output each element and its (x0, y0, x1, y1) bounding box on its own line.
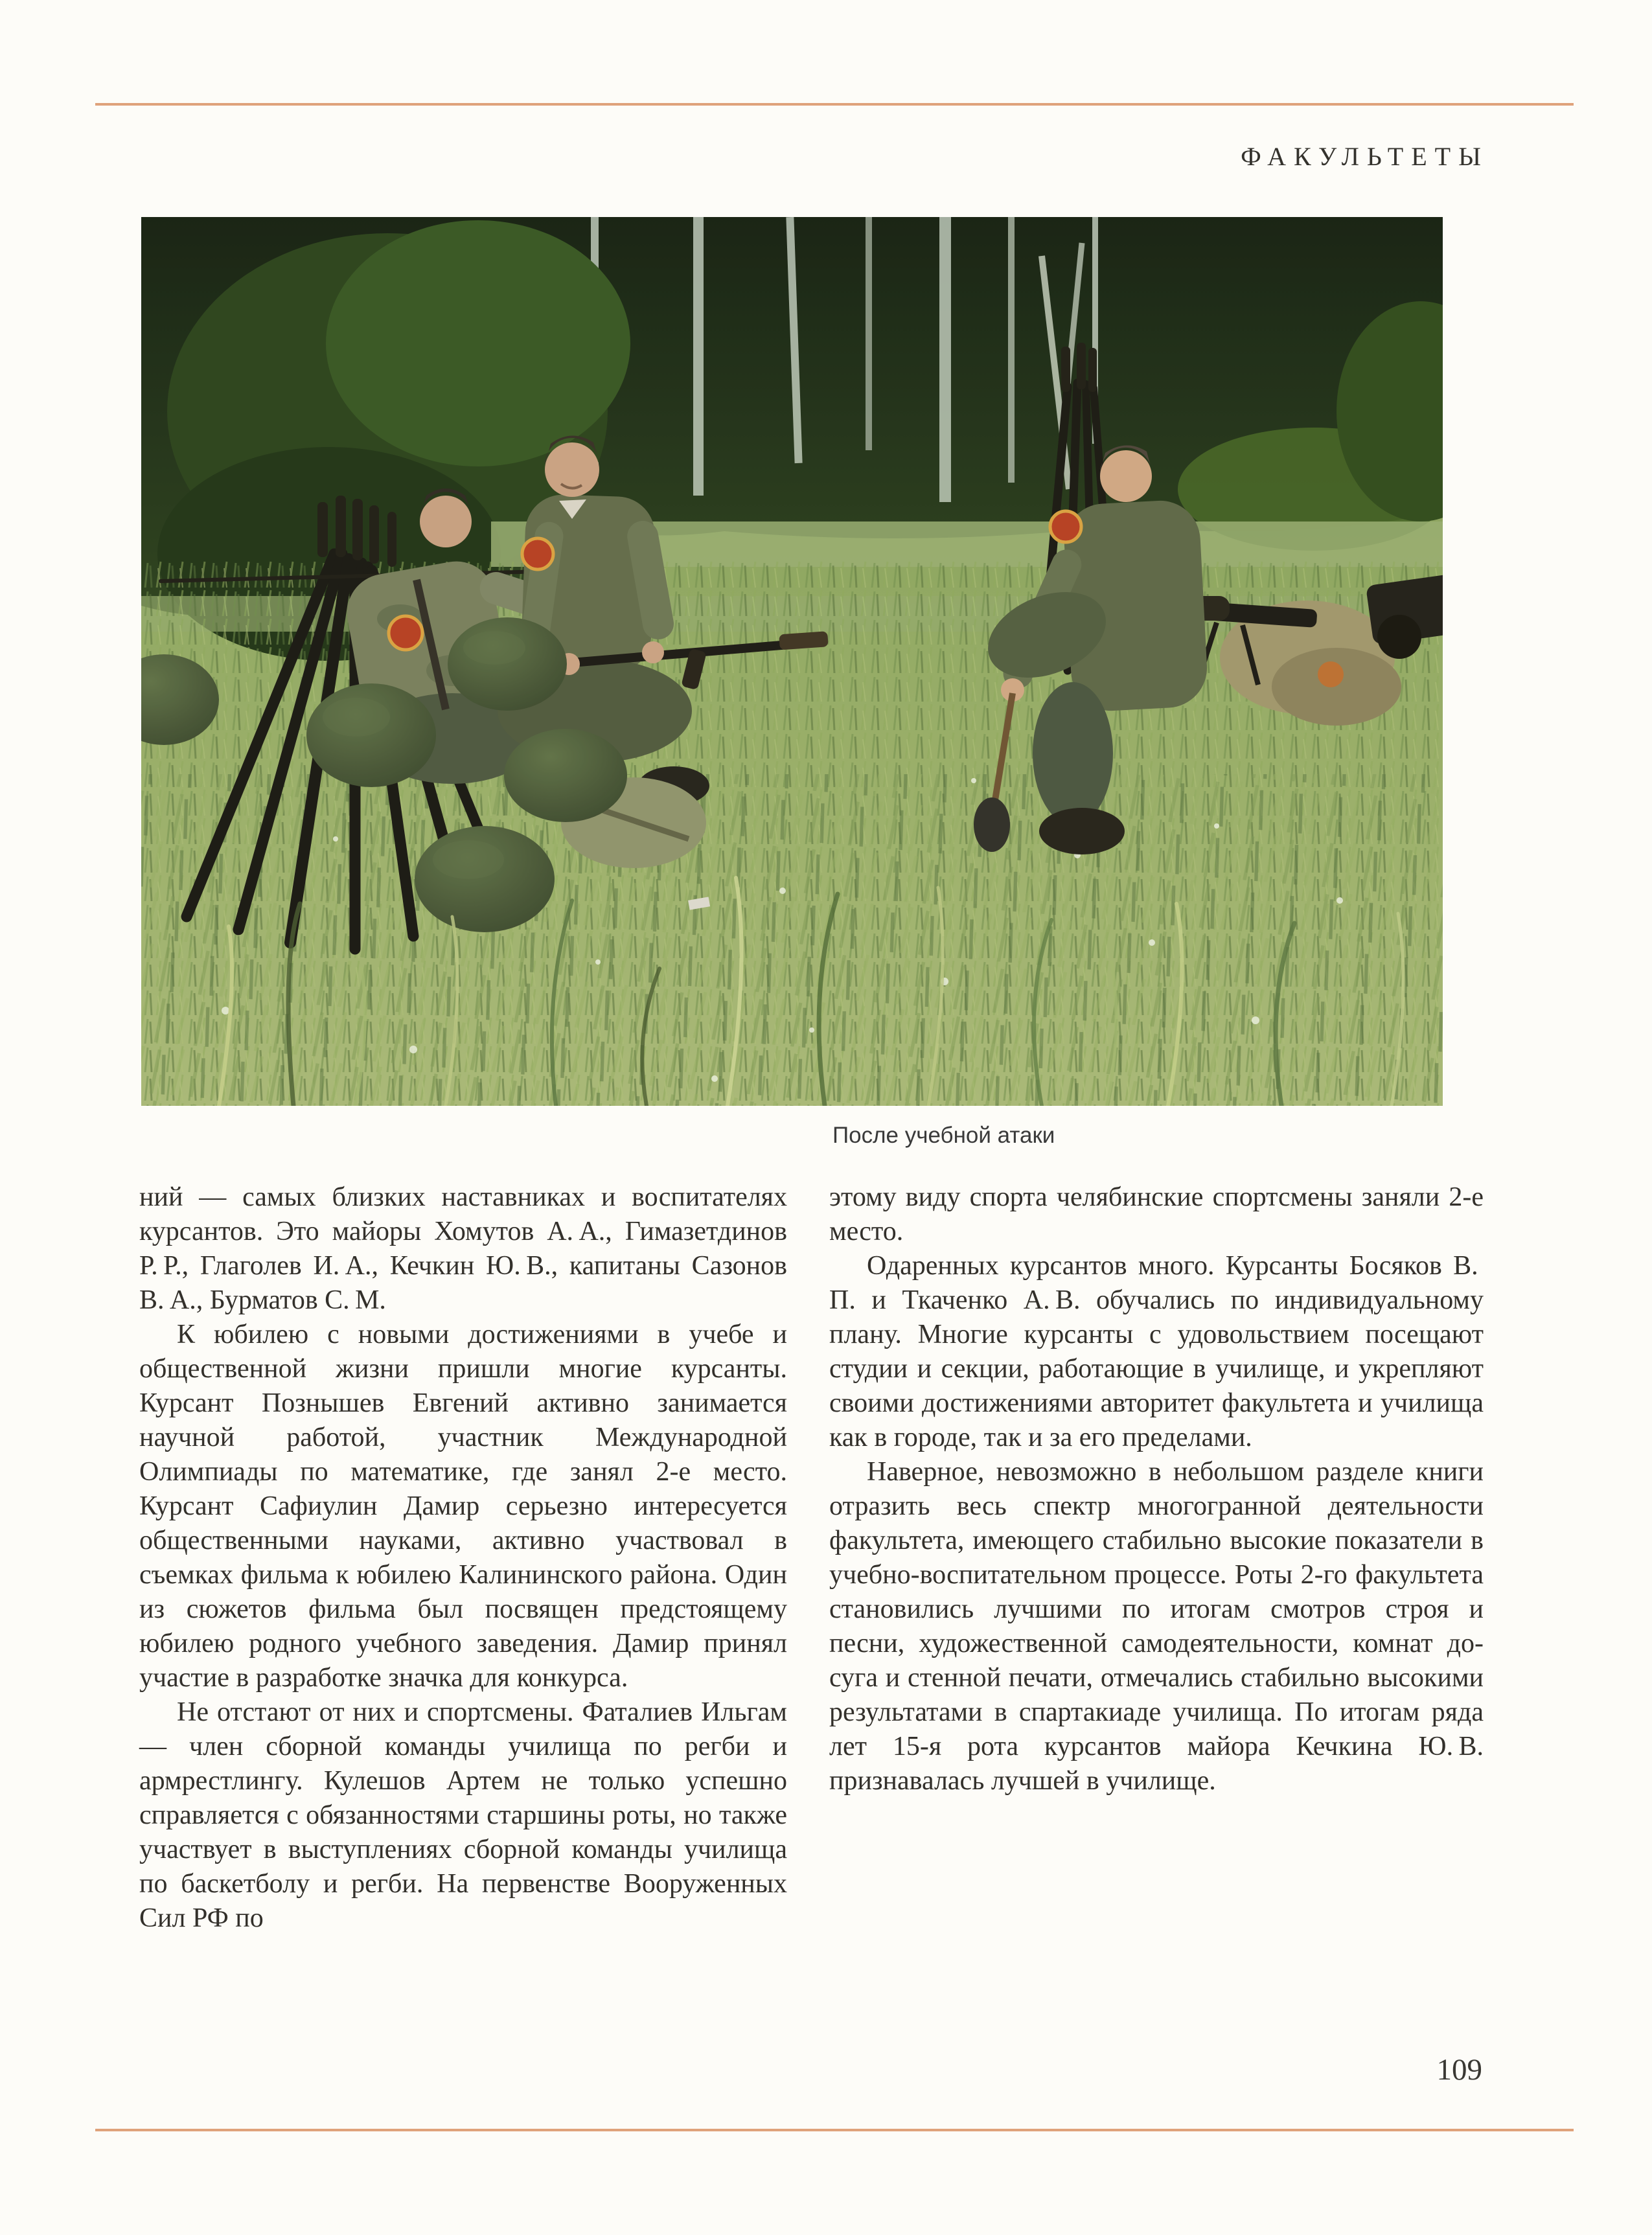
bottom-rule (95, 2129, 1574, 2131)
photo-caption: После учебной атаки (832, 1123, 1055, 1148)
top-rule (95, 103, 1574, 106)
running-head: ФАКУЛЬТЕТЫ (1241, 142, 1489, 171)
paragraph: Одаренных курсантов много. Курсанты Босяков В. П. и Ткаченко А. В. обучались по индивидуальному плану. Многие курсанты с удовольствием посещают студии и секции, работающие в училище, и укрепляют своими достижениями авторитет факультета и училища как в городе, так и за его пределами. (829, 1251, 1484, 1452)
paragraph: этому виду спорта челябинские спортсмены заняли 2-е место. (829, 1182, 1484, 1246)
text-column-right (829, 1180, 1484, 1798)
text-column-left (139, 1180, 787, 1936)
photo-illustration (141, 217, 1443, 1106)
paragraph: Не отстают от них и спортсмены. Фаталиев Ильгам — член сборной команды училища по регби и армрестлингу. Кулешов Артем не только успешно справляется с обязанностями старшины роты, но также участвует в выступлениях сборной команды училища по баскетболу и регби. На первенстве Вооруженных Сил РФ по (139, 1697, 787, 1933)
page-number: 109 (1436, 2053, 1482, 2087)
paragraph: ний — самых близких наставниках и воспитателях курсантов. Это майоры Хомутов А. А., Гимазетдинов Р. Р., Глаголев И. А., Кечкин Ю. В., капитаны Сазонов В. А., Бурматов С. М. (139, 1182, 787, 1315)
paragraph: Наверное, невозможно в небольшом разделе книги отразить весь спектр многогранной деятельности факультета, имеющего стабильно высокие показатели в учебно-воспитательном процессе. Роты 2-го факультета становились лучшими по итогам смотров строя и песни, художественной самодеятельности, комнат досуга и стенной печати, отмечались стабильно высокими результатами в спартакиаде училища. По итогам ряда лет 15-я рота курсантов майора Кечкина Ю. В. признавалась лучшей в училище. (829, 1457, 1484, 1796)
paragraph: К юбилею с новыми достижениями в учебе и общественной жизни пришли многие курсанты. Курсант Познышев Евгений активно занимается научной работой, участник Международной Олимпиады по математике, где занял 2-е место. Курсант Сафиулин Дамир серьезно интересуется общественными науками, активно участвовал в съемках фильма к юбилею Калининского района. Один из сюжетов фильма был посвящен предстоящему юбилею родного учебного заведения. Дамир принял участие в разработке значка для конкурса. (139, 1320, 787, 1693)
photo-cadets-after-training-attack (141, 217, 1443, 1106)
photo-haze (141, 217, 1443, 1106)
